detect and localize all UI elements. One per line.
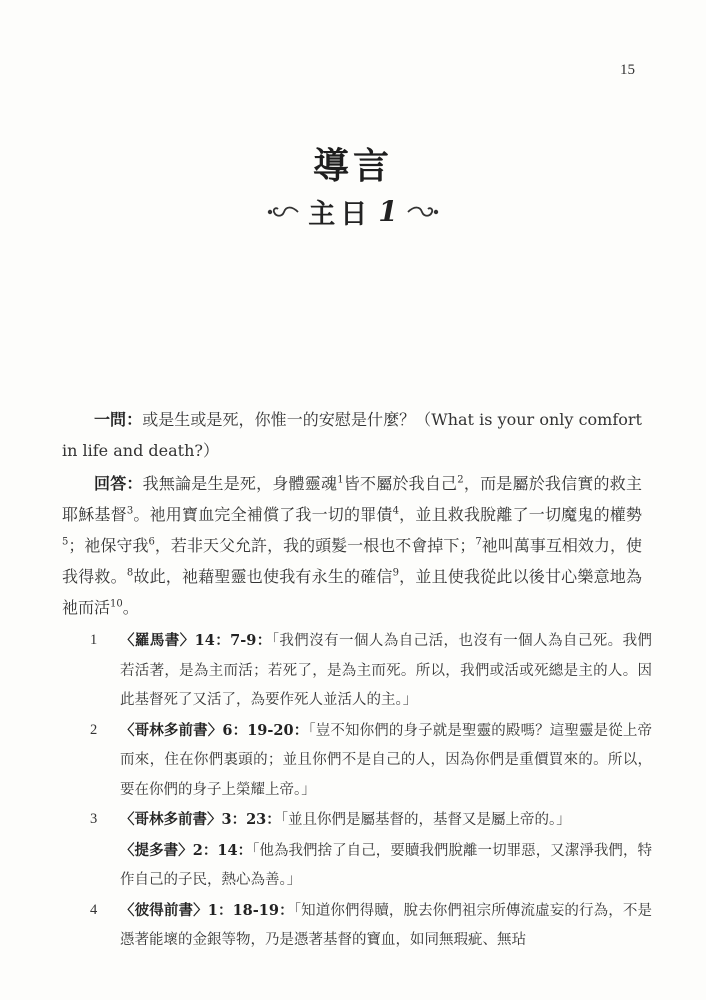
- footnote-item: [62, 836, 652, 896]
- chapter-title: 導言: [312, 146, 393, 187]
- answer-text-segment: 。: [122, 598, 139, 617]
- question-text: 或是生或是死，你惟一的安慰是什麼？（What is your only comfort in life and death?）: [62, 410, 642, 460]
- footnote-number: 3: [90, 811, 98, 827]
- footnote-marker: 7: [475, 536, 482, 548]
- footnote-marker: 4: [392, 505, 399, 517]
- lords-day-number: 1: [378, 195, 398, 228]
- lords-day-label: 主日: [308, 199, 373, 230]
- answer-text-segment: ，而是屬於我信實的救主耶穌基督: [62, 474, 642, 524]
- footnote-item: [62, 805, 652, 836]
- answer-text-segment: 。祂用寶血完全補償了我一切的罪債: [133, 505, 393, 524]
- footnote-body: [120, 805, 652, 836]
- scripture-text: 「豈不知你們的身子就是聖靈的殿嗎？這聖靈是從上帝而來，住在你們裏頭的；並且你們不是自己的人，因為你們是重價買來的。所以，要在你們的身子上榮耀上帝。」: [120, 722, 653, 798]
- footnote-marker: 6: [148, 536, 155, 548]
- scripture-reference: 〈羅馬書〉14：7-9：: [120, 632, 272, 649]
- right-ornament-icon: [406, 204, 440, 220]
- answer-text-segment: 我無論是生是死，身體靈魂: [142, 474, 338, 493]
- scripture-reference: 〈提多書〉2：14：: [120, 841, 253, 859]
- footnote-body: [120, 626, 652, 716]
- answer-text-segment: ；祂保守我: [68, 536, 149, 555]
- scripture-text: 「他為我們捨了自己，要贖我們脫離一切罪惡，又潔淨我們，特作自己的子民，熱心為善。」: [120, 842, 652, 888]
- answer-label: 回答：: [94, 474, 143, 493]
- footnote-marker: 2: [457, 474, 464, 486]
- footnote-marker: 5: [62, 536, 69, 548]
- scripture-text: 「知道你們得贖，脫去你們祖宗所傳流虛妄的行為，不是憑著能壞的金銀等物，乃是憑著基督的寶血，如同無瑕疵、無玷: [120, 902, 653, 948]
- footnote-marker: 9: [392, 567, 399, 579]
- page-number: 15: [620, 62, 635, 78]
- scripture-reference: 〈哥林多前書〉3：23：: [120, 811, 281, 828]
- answer-paragraph: [62, 468, 642, 623]
- scripture-reference: 〈哥林多前書〉6：19-20：: [120, 721, 309, 739]
- footnote-item: [62, 896, 652, 956]
- answer-text-segment: ，並且使我從此以後甘心樂意地為祂而活: [62, 567, 642, 617]
- footnote-number: 1: [90, 632, 98, 648]
- answer-text-segment: 祂叫萬事互相效力，使我得救。: [62, 536, 642, 586]
- footnote-marker: 1: [337, 474, 344, 486]
- footnote-body: [120, 836, 652, 896]
- lords-day-heading: [0, 192, 706, 231]
- question-label: 一問：: [94, 410, 143, 429]
- scripture-reference: 〈彼得前書〉1：18-19：: [120, 901, 294, 919]
- scripture-text: 「並且你們是屬基督的，基督又是屬上帝的。」: [280, 812, 571, 828]
- answer-text-segment: 故此，祂藉聖靈也使我有永生的確信: [133, 567, 393, 586]
- question-paragraph: [62, 404, 642, 466]
- footnote-body: [120, 896, 652, 956]
- footnote-item: [62, 626, 652, 716]
- footnote-body: [120, 716, 652, 806]
- answer-text: [62, 474, 642, 617]
- left-ornament-icon: [266, 204, 300, 220]
- footnote-marker: 3: [126, 505, 134, 517]
- footnotes-list: [62, 626, 652, 956]
- footnote-number: 2: [90, 721, 98, 738]
- footnote-marker: 8: [126, 567, 134, 579]
- scripture-text: 「我們沒有一個人為自己活，也沒有一個人為自己死。我們若活著，是為主而活；若死了，是為主而死。所以，我們或活或死總是主的人。因此基督死了又活了，為要作死人並活人的主。」: [120, 633, 653, 708]
- footnote-number: 4: [90, 901, 98, 918]
- footnote-marker: 10: [110, 598, 123, 610]
- footnote-item: [62, 716, 652, 806]
- answer-text-segment: 皆不屬於我自己: [343, 474, 458, 493]
- answer-text-segment: ，若非天父允許，我的頭髮一根也不會掉下；: [154, 536, 476, 555]
- answer-text-segment: ，並且救我脫離了一切魔鬼的權勢: [398, 505, 642, 524]
